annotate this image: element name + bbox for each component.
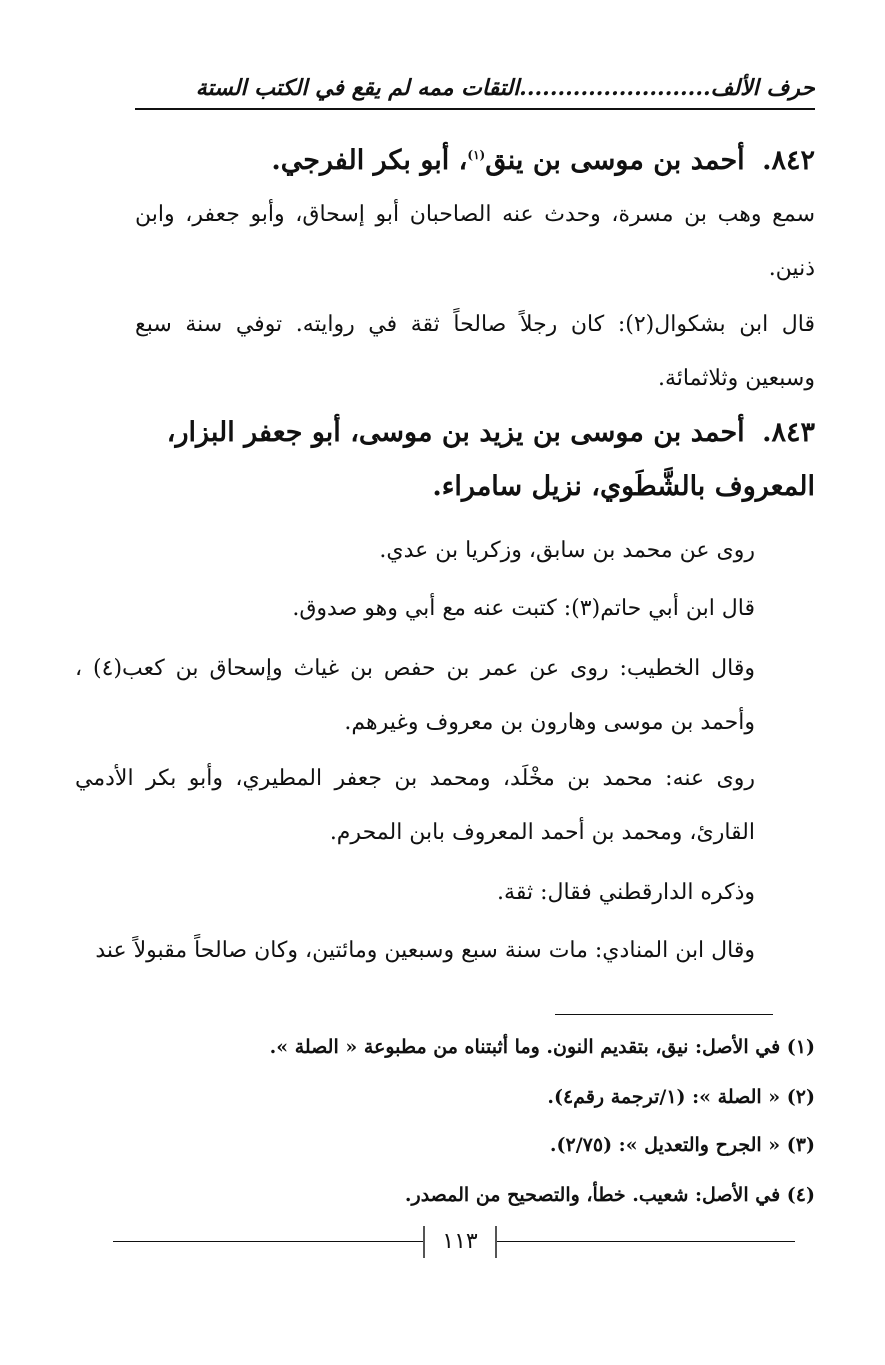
entry-heading xyxy=(135,406,815,514)
paragraph: وقال ابن المنادي: مات سنة سبع وسبعين ومائتين، وكان صالحاً مقبولاً عند xyxy=(95,938,755,963)
footnote: (٤) في الأصل: شعيب. خطأ، والتصحيح من المصدر. xyxy=(404,1184,815,1206)
entry-843 xyxy=(135,406,815,514)
footnote-ref: (١) xyxy=(467,148,486,162)
entry-number: ٨٤٣. xyxy=(762,417,815,448)
entry-title: أحمد بن موسى بن يزيد بن موسى، أبو جعفر البزار، المعروف بالشَّطَوي، نزيل سامراء. xyxy=(166,417,815,502)
footnote: (٣) « الجرح والتعديل »: (٢/٧٥). xyxy=(549,1134,815,1156)
running-header: حرف الألف.........................التقات ممه لم يقع في الكتب الستة xyxy=(135,68,815,110)
paragraph: روى عنه: محمد بن مخْلَد، ومحمد بن جعفر المطيري، وأبو بكر الأدمي القارئ، ومحمد بن أحمد المعروف بابن المحرم. xyxy=(75,766,755,845)
footnote-separator xyxy=(555,1014,773,1015)
paragraph: سمع وهب بن مسرة، وحدث عنه الصاحبان أبو إسحاق، وأبو جعفر، وابن ذنين. xyxy=(135,202,815,281)
paragraph: روى عن محمد بن سابق، وزكريا بن عدي. xyxy=(379,538,755,563)
entry-number: ٨٤٢. xyxy=(762,145,815,176)
page-number: ١١٣ xyxy=(423,1226,497,1258)
entry-title-rest: ، أبو بكر الفرجي. xyxy=(271,145,468,176)
entry-title: أحمد بن موسى بن ينق xyxy=(485,145,745,176)
footnote: (١) في الأصل: نيق، بتقديم النون. وما أثبتناه من مطبوعة « الصلة ». xyxy=(269,1036,815,1058)
footnote: (٢) « الصلة »: (١/ترجمة رقم٤). xyxy=(547,1086,815,1108)
paragraph: قال ابن أبي حاتم(٣): كتبت عنه مع أبي وهو صدوق. xyxy=(292,596,755,621)
entry-842 xyxy=(135,128,815,188)
paragraph: وذكره الدارقطني فقال: ثقة. xyxy=(497,880,755,905)
entry-heading xyxy=(135,128,815,188)
paragraph: قال ابن بشكوال(٢): كان رجلاً صالحاً ثقة في روايته. توفي سنة سبع وسبعين وثلاثمائة. xyxy=(135,312,815,391)
paragraph: وقال الخطيب: روى عن عمر بن حفص بن غياث وإسحاق بن كعب(٤) ، وأحمد بن موسى وهارون بن معروف وغيرهم. xyxy=(75,656,755,735)
